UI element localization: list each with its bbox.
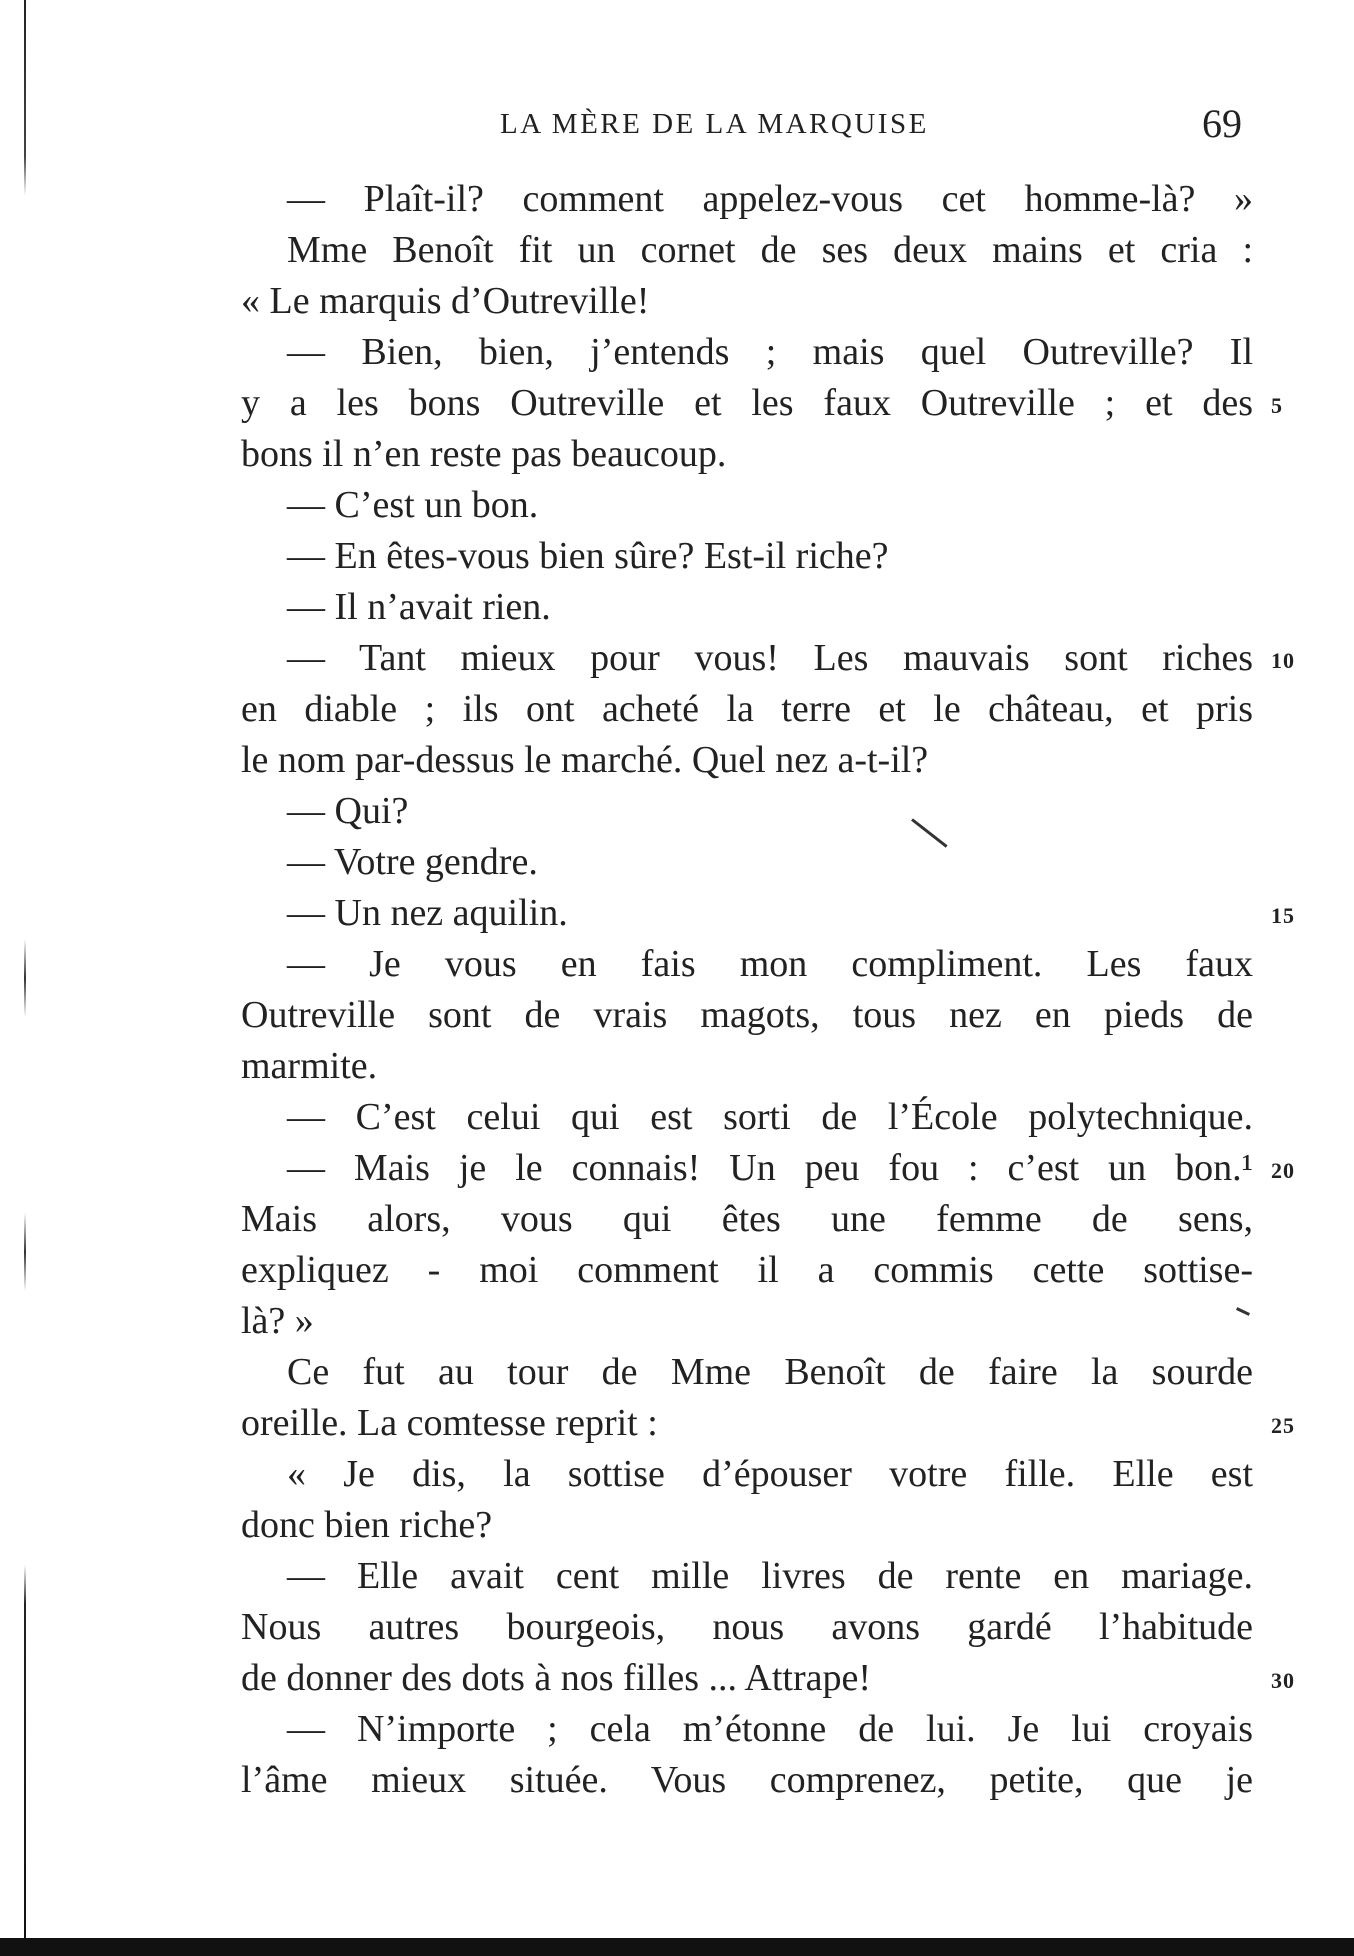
text-line — [241, 1092, 1253, 1143]
text-line-content: — Elle avait cent mille livres de rente en mariage. — [287, 1555, 1253, 1597]
text-line-content: — Mais je le connais! Un peu fou : c’est un bon.¹ — [287, 1147, 1253, 1189]
text-line — [241, 1551, 1253, 1602]
text-line-content: — Qui? — [287, 790, 409, 832]
text-line — [241, 582, 1253, 633]
text-line — [241, 480, 1253, 531]
body-text — [241, 174, 1295, 1806]
text-line-content: Outreville sont de vrais magots, tous nez en pieds de — [241, 994, 1253, 1036]
page-number: 69 — [1202, 101, 1242, 146]
text-line-content: — C’est un bon. — [287, 484, 539, 526]
text-line-content: donc bien riche? — [241, 1504, 493, 1546]
text-line — [241, 531, 1253, 582]
text-line — [241, 1041, 1253, 1092]
text-line-content: de donner des dots à nos filles ... Attrape! — [241, 1657, 872, 1699]
text-line-content: « Le marquis d’Outreville! — [241, 280, 650, 322]
text-line-content: — C’est celui qui est sorti de l’École polytechnique. — [287, 1096, 1253, 1138]
text-line-content: — En êtes-vous bien sûre? Est-il riche? — [287, 535, 889, 577]
text-line — [241, 1245, 1253, 1296]
line-number: 5 — [1271, 393, 1283, 418]
text-line — [241, 276, 1253, 327]
text-line-content: en diable ; ils ont acheté la terre et le château, et pris — [241, 688, 1253, 730]
text-line — [241, 1296, 1253, 1347]
text-line — [241, 174, 1253, 225]
text-line-content: Mais alors, vous qui êtes une femme de sens, — [241, 1198, 1253, 1240]
text-line — [241, 1194, 1253, 1245]
text-line — [241, 1704, 1253, 1755]
line-number: 30 — [1271, 1668, 1295, 1693]
text-line-content: là? » — [241, 1300, 314, 1342]
text-line — [241, 429, 1253, 480]
text-line — [241, 939, 1253, 990]
line-number: 15 — [1271, 903, 1295, 928]
line-number: 25 — [1271, 1413, 1295, 1438]
text-line — [241, 735, 1253, 786]
text-line — [241, 684, 1253, 735]
binding-edge — [24, 0, 26, 1956]
text-line — [241, 1755, 1253, 1806]
text-line — [241, 990, 1253, 1041]
text-line-content: Ce fut au tour de Mme Benoît de faire la sourde — [287, 1351, 1253, 1393]
text-line-content: le nom par-dessus le marché. Quel nez a-t-il? — [241, 739, 929, 781]
text-line — [241, 1500, 1253, 1551]
running-title: LA MÈRE DE LA MARQUISE — [500, 108, 929, 140]
text-line-content: — Bien, bien, j’entends ; mais quel Outreville? Il — [287, 331, 1253, 373]
text-line-content: bons il n’en reste pas beaucoup. — [241, 433, 727, 475]
text-line-content: — Je vous en fais mon compliment. Les faux — [287, 943, 1253, 985]
text-line — [241, 1602, 1253, 1653]
line-number: 10 — [1271, 648, 1295, 673]
text-line-content: expliquez - moi comment il a commis cette sottise- — [241, 1249, 1253, 1291]
text-line — [241, 837, 1253, 888]
text-line-content: — N’importe ; cela m’étonne de lui. Je lui croyais — [287, 1708, 1253, 1750]
text-line-content: — Plaît-il? comment appelez-vous cet homme-là? » — [287, 178, 1253, 220]
text-line — [241, 378, 1283, 429]
page-header — [0, 100, 1354, 150]
text-line-content: Mme Benoît fit un cornet de ses deux mains et cria : — [287, 229, 1253, 271]
text-line — [241, 786, 1253, 837]
text-line-content: — Il n’avait rien. — [287, 586, 551, 628]
text-line — [241, 327, 1253, 378]
page-bottom-edge — [0, 1938, 1354, 1956]
text-line-content: l’âme mieux située. Vous comprenez, petite, que je — [241, 1759, 1253, 1801]
text-line-content: marmite. — [241, 1045, 378, 1087]
text-line — [241, 1398, 1295, 1449]
text-line — [241, 1347, 1253, 1398]
text-line-content: « Je dis, la sottise d’épouser votre fille. Elle est — [287, 1453, 1253, 1495]
text-line — [241, 1143, 1295, 1194]
text-line-content: — Tant mieux pour vous! Les mauvais sont riches — [287, 637, 1253, 679]
text-line — [241, 633, 1295, 684]
text-line-content: — Un nez aquilin. — [287, 892, 568, 934]
text-line-content: oreille. La comtesse reprit : — [241, 1402, 658, 1444]
text-line — [241, 888, 1295, 939]
line-number: 20 — [1271, 1158, 1295, 1183]
text-line-content: — Votre gendre. — [287, 841, 538, 883]
text-line — [241, 1449, 1253, 1500]
text-line-content: Nous autres bourgeois, nous avons gardé l’habitude — [241, 1606, 1253, 1648]
text-line — [241, 225, 1253, 276]
text-line-content: y a les bons Outreville et les faux Outreville ; et des — [241, 382, 1253, 424]
text-line — [241, 1653, 1295, 1704]
